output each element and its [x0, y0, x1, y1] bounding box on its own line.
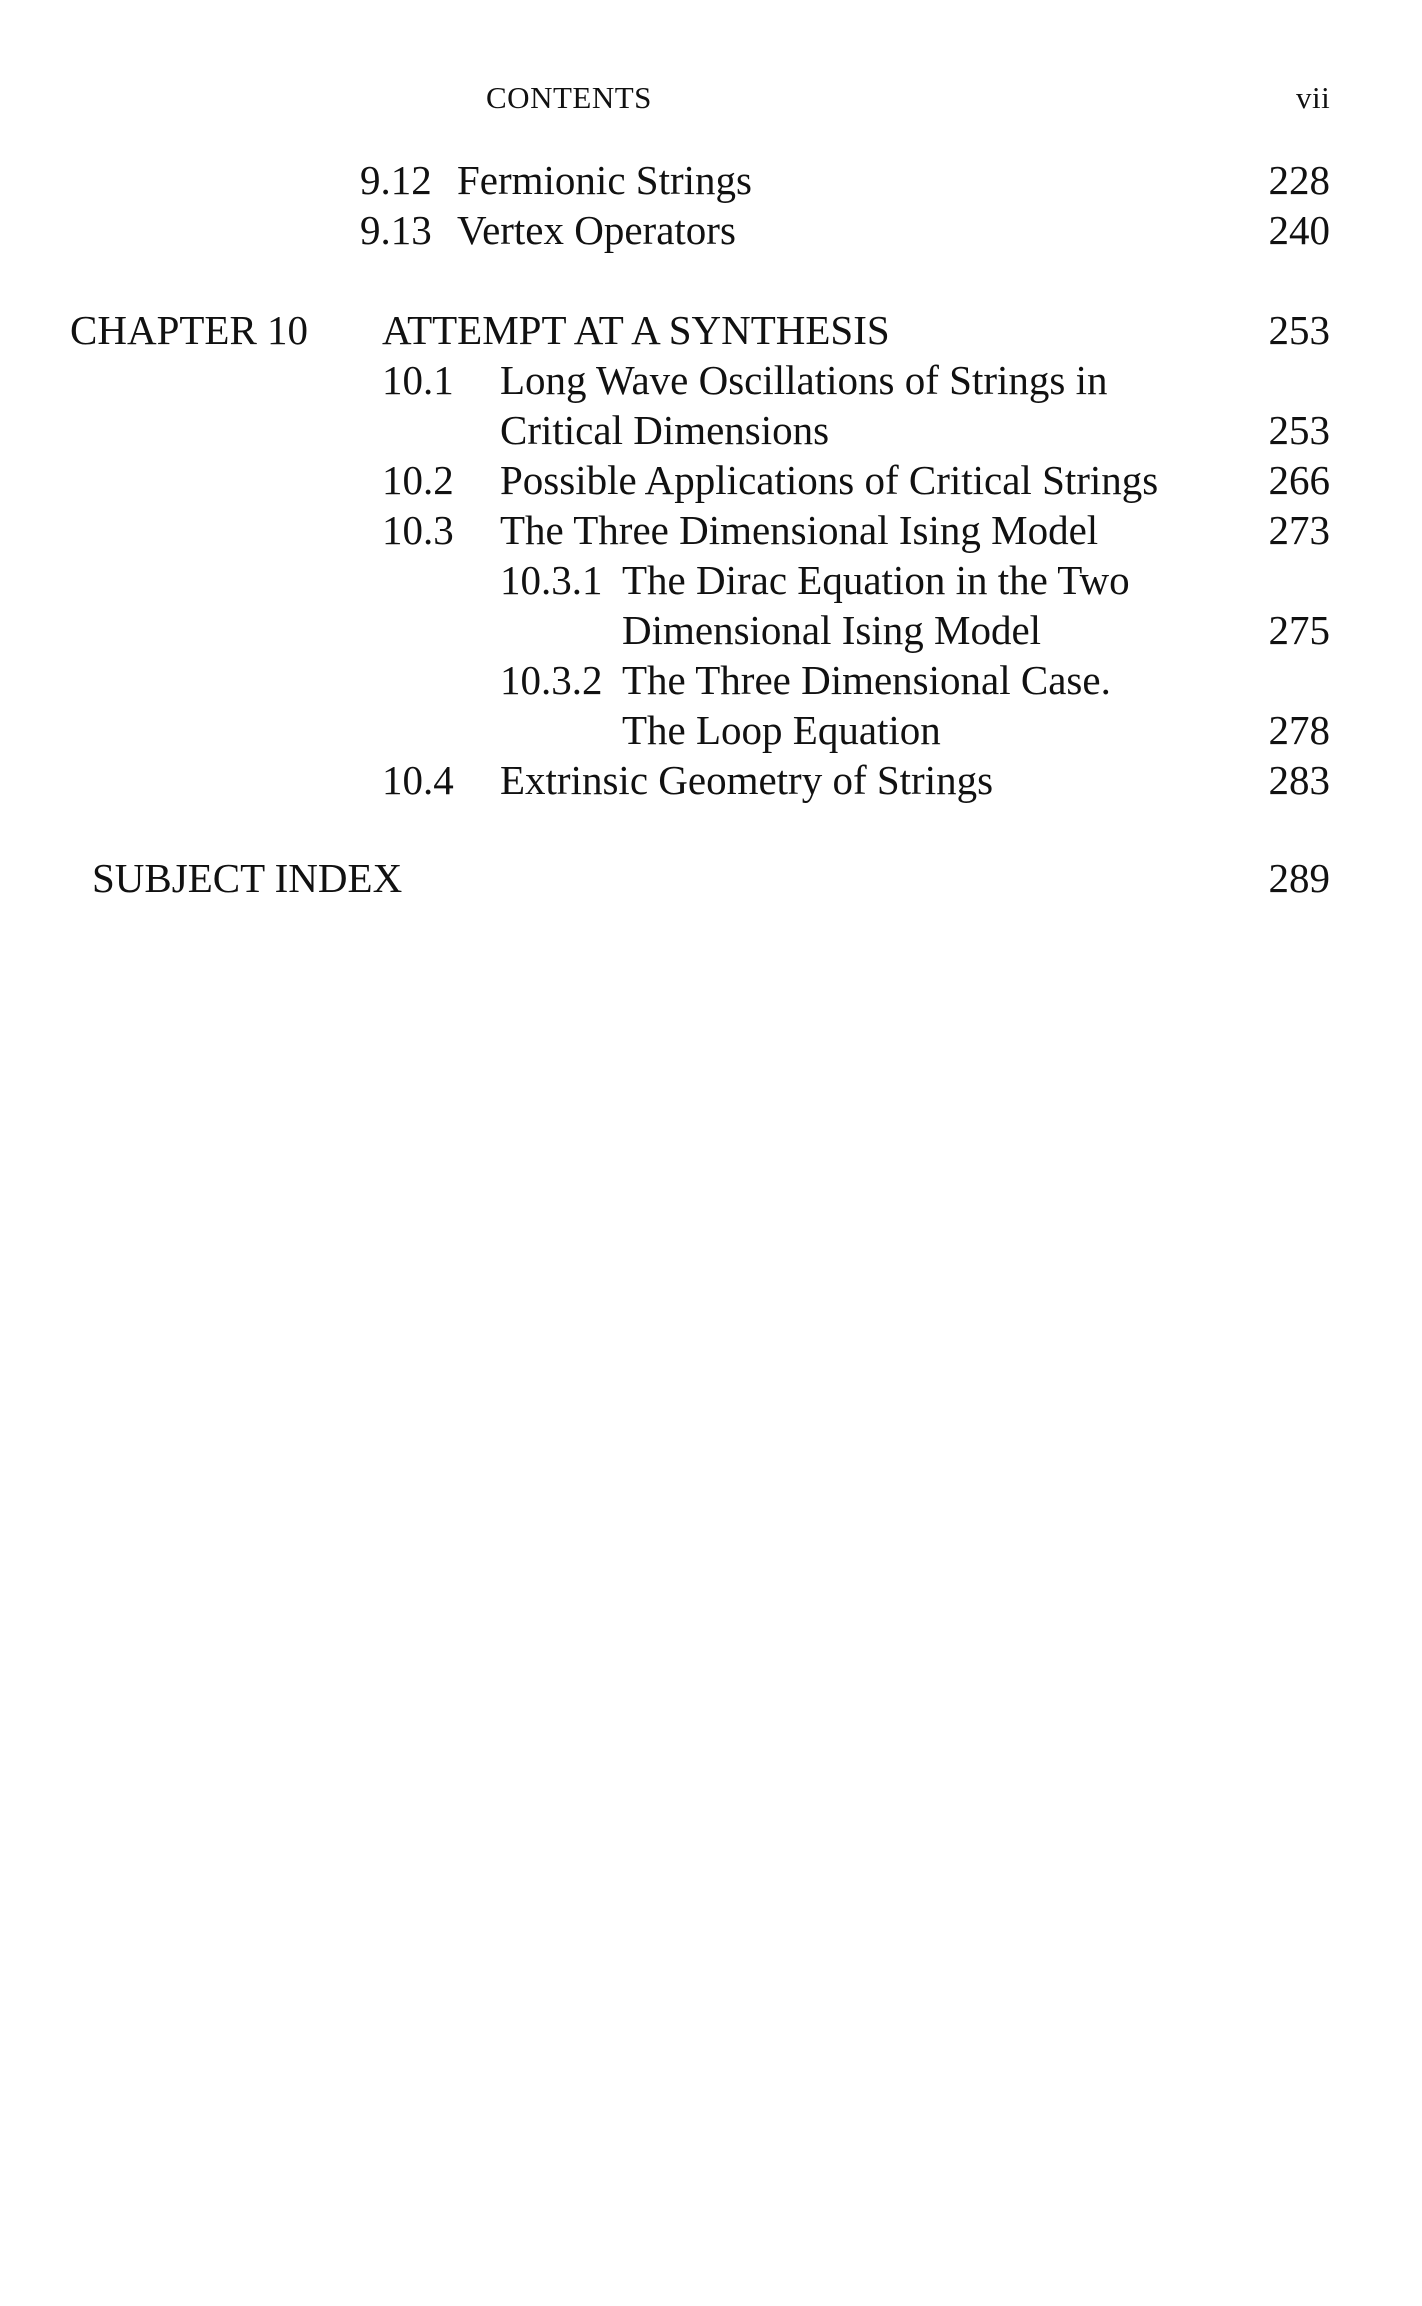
section-page: 240: [1268, 207, 1330, 253]
subsection-page: 275: [1268, 607, 1330, 653]
chapter-page: 253: [1268, 307, 1330, 353]
section-page: 273: [1268, 507, 1330, 553]
chapter-label: CHAPTER 10: [70, 307, 309, 353]
section-title: Vertex Operators: [457, 207, 736, 253]
section-title: Fermionic Strings: [457, 157, 752, 203]
chapter-title: ATTEMPT AT A SYNTHESIS: [382, 307, 890, 353]
section-number: 10.3: [382, 507, 454, 553]
subsection-number: 10.3.2: [500, 657, 603, 703]
section-page: 283: [1268, 757, 1330, 803]
index-page: 289: [1268, 855, 1330, 901]
section-title: Extrinsic Geometry of Strings: [500, 757, 994, 803]
running-header-title: CONTENTS: [486, 80, 652, 115]
section-title-line: Critical Dimensions: [500, 407, 830, 453]
section-number: 10.1: [382, 357, 454, 403]
section-title: The Three Dimensional Ising Model: [500, 507, 1099, 553]
subsection-title-line: The Three Dimensional Case.: [622, 657, 1111, 703]
section-number: 10.2: [382, 457, 454, 503]
section-title-line: Long Wave Oscillations of Strings in: [500, 357, 1108, 403]
page-number: vii: [1296, 80, 1331, 115]
index-label: SUBJECT INDEX: [92, 855, 403, 901]
subsection-title-line: The Dirac Equation in the Two: [622, 557, 1130, 603]
section-page: 228: [1268, 157, 1330, 203]
section-number: 9.13: [360, 207, 432, 253]
section-number: 10.4: [382, 757, 454, 803]
section-number: 9.12: [360, 157, 432, 203]
subsection-title-line: Dimensional Ising Model: [622, 607, 1042, 653]
subsection-number: 10.3.1: [500, 557, 603, 603]
subsection-title-line: The Loop Equation: [622, 707, 941, 753]
subsection-page: 278: [1268, 707, 1330, 753]
section-page: 253: [1268, 407, 1330, 453]
section-title: Possible Applications of Critical Strings: [500, 457, 1159, 503]
section-page: 266: [1268, 457, 1330, 503]
